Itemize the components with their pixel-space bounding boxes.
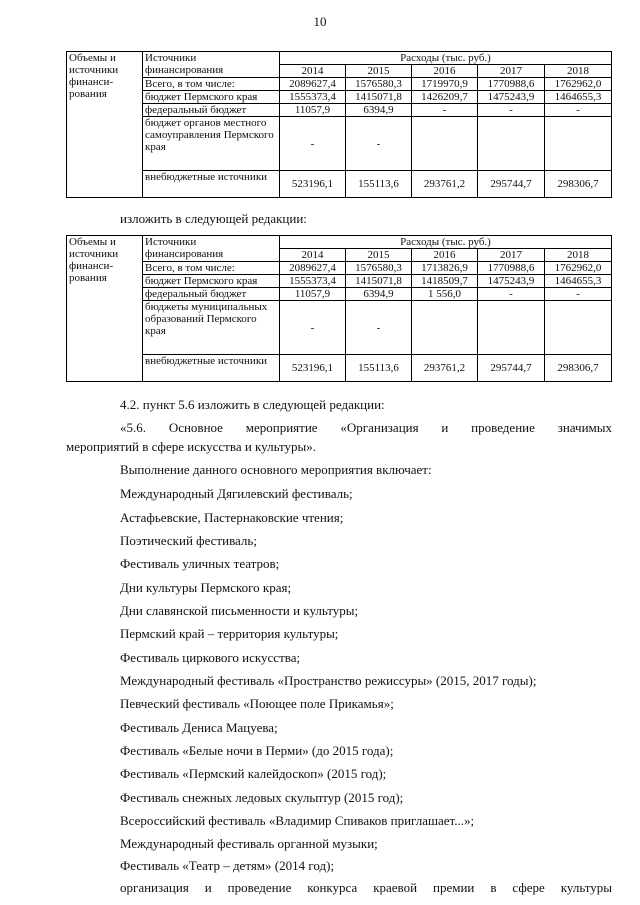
volumes-sources-header: Объемы и источники финанси-рования — [67, 52, 143, 198]
list-item: Международный фестиваль органной музыки; — [120, 836, 378, 851]
list-item: Астафьевские, Пастернаковские чтения; — [120, 510, 344, 525]
year-header: 2017 — [478, 249, 545, 262]
row-label: бюджет Пермского края — [143, 275, 280, 288]
between-tables-text: изложить в следующей редакции: — [120, 211, 307, 226]
cell-value: - — [280, 301, 346, 355]
cell-value: 1475243,9 — [478, 275, 545, 288]
cell-value: 298306,7 — [545, 171, 612, 198]
cell-value: - — [545, 288, 612, 301]
table-row — [67, 104, 612, 117]
list-item: Всероссийский фестиваль «Владимир Спиваков приглашает...»; — [120, 813, 475, 828]
year-header: 2018 — [545, 249, 612, 262]
cell-value — [545, 117, 612, 171]
cell-value: 155113,6 — [346, 171, 412, 198]
paragraph-last: организация и проведение конкурса краевой премии в сфере культуры — [120, 880, 612, 895]
table-row — [67, 262, 612, 275]
cell-value: - — [478, 104, 545, 117]
year-header: 2017 — [478, 65, 545, 78]
list-item: Певческий фестиваль «Поющее поле Прикамья»; — [120, 696, 394, 711]
list-item: Фестиваль снежных ледовых скульптур (2015 год); — [120, 790, 404, 805]
row-label: федеральный бюджет — [143, 288, 280, 301]
cell-value — [545, 301, 612, 355]
cell-value: 11057,9 — [280, 104, 346, 117]
cell-value: 523196,1 — [280, 355, 346, 382]
cell-value: - — [412, 104, 478, 117]
table-row — [67, 355, 612, 382]
table-row — [67, 301, 612, 355]
year-header: 2014 — [280, 249, 346, 262]
list-item: Фестиваль уличных театров; — [120, 556, 280, 571]
list-item: Поэтический фестиваль; — [120, 533, 257, 548]
paragraph-5-6-line1: «5.6. Основное мероприятие «Организация и проведение значимых — [120, 420, 612, 435]
cell-value: 11057,9 — [280, 288, 346, 301]
cell-value: 1576580,3 — [346, 78, 412, 91]
cell-value: 155113,6 — [346, 355, 412, 382]
cell-value: 1415071,8 — [346, 275, 412, 288]
row-label: Всего, в том числе: — [143, 78, 280, 91]
cell-value: 1719970,9 — [412, 78, 478, 91]
row-label: бюджет органов местного самоуправления Пермского края — [143, 117, 280, 171]
cell-value: 1464655,3 — [545, 275, 612, 288]
cell-value: 293761,2 — [412, 355, 478, 382]
cell-value: - — [346, 301, 412, 355]
list-item: Фестиваль циркового искусства; — [120, 650, 301, 665]
list-item: Фестиваль «Пермский калейдоскоп» (2015 год); — [120, 766, 387, 781]
row-label: федеральный бюджет — [143, 104, 280, 117]
cell-value — [412, 301, 478, 355]
cell-value: - — [545, 104, 612, 117]
table-row — [67, 117, 612, 171]
year-header: 2015 — [346, 249, 412, 262]
cell-value: 1555373,4 — [280, 275, 346, 288]
cell-value: 1762962,0 — [545, 262, 612, 275]
cell-value: 6394,9 — [346, 104, 412, 117]
cell-value: 523196,1 — [280, 171, 346, 198]
year-header: 2018 — [545, 65, 612, 78]
cell-value: 1415071,8 — [346, 91, 412, 104]
year-header: 2015 — [346, 65, 412, 78]
list-item: Международный Дягилевский фестиваль; — [120, 486, 353, 501]
table-row — [67, 171, 612, 198]
cell-value: - — [280, 117, 346, 171]
row-label: бюджеты муниципальных образований Пермского края — [143, 301, 280, 355]
list-item: Пермский край – территория культуры; — [120, 626, 339, 641]
cell-value — [478, 301, 545, 355]
cell-value: 298306,7 — [545, 355, 612, 382]
list-item: Дни культуры Пермского края; — [120, 580, 292, 595]
list-item: Фестиваль «Театр – детям» (2014 год); — [120, 858, 335, 873]
volumes-sources-header: Объемы и источники финанси-рования — [67, 236, 143, 382]
expenses-header: Расходы (тыс. руб.) — [280, 52, 612, 65]
cell-value: 295744,7 — [478, 171, 545, 198]
cell-value: 1770988,6 — [478, 78, 545, 91]
table-row — [67, 91, 612, 104]
cell-value: 2089627,4 — [280, 262, 346, 275]
row-label: бюджет Пермского края — [143, 91, 280, 104]
table-row — [67, 288, 612, 301]
expenses-header: Расходы (тыс. руб.) — [280, 236, 612, 249]
list-item: Фестиваль «Белые ночи в Перми» (до 2015 года); — [120, 743, 394, 758]
cell-value: 293761,2 — [412, 171, 478, 198]
cell-value: 2089627,4 — [280, 78, 346, 91]
cell-value: 1418509,7 — [412, 275, 478, 288]
cell-value: 1464655,3 — [545, 91, 612, 104]
cell-value: 1475243,9 — [478, 91, 545, 104]
cell-value: 1762962,0 — [545, 78, 612, 91]
paragraph-5-6-line2: мероприятий в сфере искусства и культуры». — [66, 439, 317, 454]
cell-value: 1713826,9 — [412, 262, 478, 275]
cell-value: 1 556,0 — [412, 288, 478, 301]
cell-value: 1426209,7 — [412, 91, 478, 104]
cell-value: - — [478, 288, 545, 301]
year-header: 2016 — [412, 249, 478, 262]
list-item: Дни славянской письменности и культуры; — [120, 603, 359, 618]
list-item: Международный фестиваль «Пространство режиссуры» (2015, 2017 годы); — [120, 673, 537, 688]
table-row — [67, 78, 612, 91]
cell-value: 6394,9 — [346, 288, 412, 301]
row-label: внебюджетные источники — [143, 171, 280, 198]
sources-header: Источники финансирования — [143, 52, 280, 78]
cell-value: 1555373,4 — [280, 91, 346, 104]
table-row — [67, 275, 612, 288]
page-number: 10 — [313, 14, 327, 29]
financing-table-old — [66, 51, 612, 198]
cell-value — [412, 117, 478, 171]
row-label: Всего, в том числе: — [143, 262, 280, 275]
paragraph-4-2: 4.2. пункт 5.6 изложить в следующей редакции: — [120, 397, 385, 412]
year-header: 2014 — [280, 65, 346, 78]
cell-value: - — [346, 117, 412, 171]
financing-table-new — [66, 235, 612, 382]
list-item: Фестиваль Дениса Мацуева; — [120, 720, 278, 735]
cell-value: 1770988,6 — [478, 262, 545, 275]
year-header: 2016 — [412, 65, 478, 78]
paragraph-includes: Выполнение данного основного мероприятия включает: — [120, 462, 432, 477]
row-label: внебюджетные источники — [143, 355, 280, 382]
cell-value — [478, 117, 545, 171]
cell-value: 1576580,3 — [346, 262, 412, 275]
cell-value: 295744,7 — [478, 355, 545, 382]
sources-header: Источники финансирования — [143, 236, 280, 262]
